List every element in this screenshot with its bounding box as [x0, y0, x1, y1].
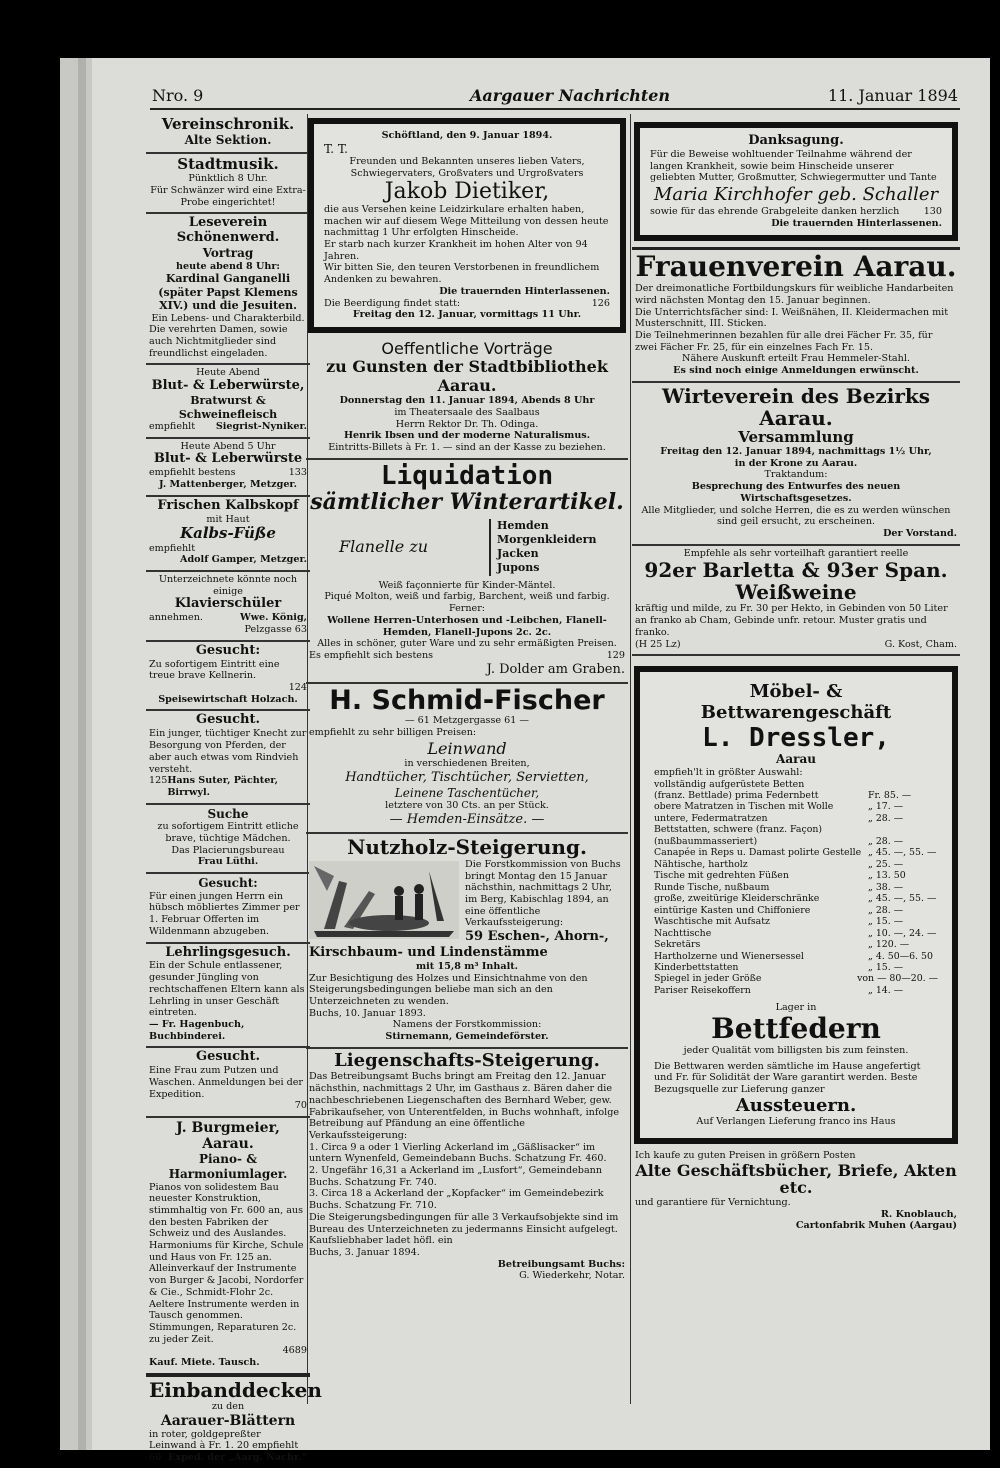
ad-text: Zu sofortigem Eintritt eine treue brave Kellnerin.: [149, 658, 280, 682]
ad-signature: Die trauernden Hinterlassenen.: [771, 217, 942, 229]
ad-text: Die Unterrichtsfächer sind: I. Weißnähen, II. Kleidermachen mit Musterschnitt, III. Sticken.: [635, 306, 949, 330]
ad-text: annehmen.: [149, 612, 203, 624]
ad-title: Gesucht.: [195, 1049, 261, 1065]
ad-title: Lehrlingsgesuch.: [165, 944, 291, 960]
list-item: 2. Ungefähr 16,31 a Ackerland im „Lusfort“, Gemeindebann Buchs. Schatzung Fr. 740.: [309, 1165, 603, 1188]
ad-title: Kalbs-Füße: [180, 524, 276, 543]
ad-text: kräftig und milde, zu Fr. 30 per Hekto, in Gebinden von 50 Liter an franko ab Cham, Gebinde unfr. retour. Muster gratis und franko.: [635, 603, 948, 638]
ad-schmid-fischer: [306, 684, 628, 834]
ad-gesucht-4: [146, 1048, 310, 1118]
list-item: Hemden: [497, 518, 549, 532]
ad-text: Für einen jungen Herrn ein hübsch möbliertes Zimmer per 1. Februar Offerten im Wildenmann abzugeben.: [149, 890, 300, 937]
ad-text: Lager in: [775, 1002, 817, 1014]
price-row: [654, 870, 938, 881]
ad-signature: Siegrist-Nyniker.: [215, 420, 307, 432]
ad-text: Für die Beweise wohltuender Teilnahme während der langen Krankheit, sowie beim Hinscheide unserer geliebten Mutter, Großmutter, Schwiegermutter und Tante: [650, 148, 937, 184]
price-list: [654, 779, 938, 997]
ad-text: Flanelle zu: [339, 537, 429, 557]
ad-text: 59 Eschen-, Ahorn-, Kirschbaum- und Lindenstämme: [309, 929, 609, 960]
ad-text: Leinene Taschentücher,: [394, 785, 540, 800]
price-value: „ 4. 50—6. 50: [868, 950, 933, 962]
ad-signature: R. Knoblauch,: [880, 1208, 957, 1220]
ad-signature: Wwe. König,: [239, 612, 307, 624]
ad-title: 92er Barletta & 93er Span. Weißweine: [644, 558, 948, 605]
price-label: Pariser Reisekoffern: [654, 984, 751, 996]
ad-text: Die verehrten Damen, sowie auch Nichtmitglieder sind freundlichst eingeladen.: [149, 324, 288, 359]
ad-text: Der dreimonatliche Fortbildungskurs für weibliche Handarbeiten wird nächsten Montag den 15. Januar beginnen.: [635, 283, 954, 306]
ad-lehrling: [146, 944, 310, 1049]
ad-title: Bratwurst & Schweinefleisch: [178, 394, 278, 421]
ad-vereinschronik: [146, 114, 310, 154]
column-middle: [306, 114, 628, 1404]
ad-text: Er starb nach kurzer Krankheit im hohen Alter von 94 Jahren.: [324, 239, 588, 262]
ad-text: Nähere Auskunft erteilt Frau Hemmeler-Stahl.: [682, 353, 910, 365]
ad-text: Unterzeichnete könnte noch einige: [158, 573, 298, 597]
ad-title: J. Burgmeier, Aarau.: [176, 1120, 280, 1153]
ad-frauenverein: [632, 247, 960, 382]
ad-text: Freitag den 12. Januar 1894, nachmittags 1½ Uhr,: [660, 446, 932, 458]
ad-text: Die Teilnehmerinnen bezahlen für alle drei Fächer Fr. 35, für zwei Fächer Fr. 25, für ein einzelnes Fach Fr. 15.: [635, 330, 933, 353]
ad-number: 126: [591, 297, 610, 309]
price-value: [868, 779, 938, 790]
price-label: (nußbaummasseriert): [654, 835, 758, 847]
ad-blutwurst-1: [146, 365, 310, 438]
price-row: [654, 973, 938, 984]
price-label: Bettstatten, schwere (franz. Façon): [654, 824, 823, 836]
ad-footer: Kauf. Miete. Tausch.: [149, 1357, 260, 1369]
list-item: 3. Circa 18 a Ackerland der „Kopfacker“ im Gemeindebezirk Buchs. Schatzung Fr. 710.: [309, 1188, 604, 1212]
price-value: „ 28. —: [868, 835, 904, 847]
ad-text: Besprechung des Entwurfes des neuen Wirtschaftsgesetzes.: [691, 481, 901, 504]
ad-text: Ferner:: [448, 603, 486, 615]
price-value: „ 28. —: [868, 812, 904, 824]
list-item: 1. Circa 9 a oder 1 Vierling Ackerland im „Gäßlisacker“ im untern Wynenfeld, Gemeindebann Buchs. Schatzung Fr. 460.: [309, 1141, 607, 1165]
ad-text: zu den: [211, 1400, 245, 1412]
ad-text: Es empfiehlt sich bestens: [309, 649, 434, 661]
ad-title: Maria Kirchhofer geb. Schaller: [653, 184, 939, 206]
ad-text: Buchs, 3. Januar 1894.: [309, 1246, 420, 1258]
price-row: [654, 790, 938, 801]
issue-date: 11. Januar 1894: [827, 86, 958, 105]
ad-number: 129: [606, 649, 625, 661]
ad-title: Gesucht:: [198, 876, 258, 891]
ad-text: jeder Qualität vom billigsten bis zum feinsten.: [683, 1044, 909, 1056]
ad-text: Zur Besichtigung des Holzes und Einsichtnahme von den Steigerungsbedingungen beliebe man sich an den Unterzeichneten zu wenden.: [309, 972, 588, 1007]
ad-text: Das Betreibungsamt Buchs bringt am Freitag den 12. Januar nächsthin, nachmittags 2 Uhr, im Gasthaus z. Bären daher die nachbeschriebenen Liegenschaften des Bernhard Weber, gew. Fabrikaufseher, von Unterentfelden, in Buchs wohnhaft, infolge Betreibung auf Pfändung an eine öffentliche Verkaufssteigerung:: [309, 1071, 620, 1141]
ad-title: Suche: [207, 806, 249, 821]
price-row: [654, 916, 938, 927]
ad-title: Blut- & Leberwürste,: [151, 378, 305, 394]
ad-klavier: [146, 572, 310, 642]
price-label: große, zweitürige Kleiderschränke: [654, 893, 820, 905]
ad-title: Wirteverein des Bezirks Aarau.: [661, 383, 931, 430]
price-label: untere, Federmatratzen: [654, 812, 768, 824]
price-label: vollständig aufgerüstete Betten: [654, 778, 805, 790]
ad-text: Heute Abend: [196, 367, 260, 379]
ad-wein: [632, 546, 960, 657]
price-row: [654, 893, 938, 904]
ad-text: empfieh'lt in größter Auswahl:: [654, 766, 803, 778]
ad-text: (H 25 Lz): [635, 638, 681, 650]
ad-title: Bettfedern: [711, 1012, 881, 1046]
ad-text: Handtücher, Tischtücher, Servietten,: [345, 769, 589, 785]
ad-text: — Hemden-Einsätze. —: [389, 812, 545, 828]
ad-signature: Adolf Gamper, Metzger.: [180, 554, 307, 566]
ad-title: Einbanddecken: [149, 1377, 322, 1402]
ad-signature: Exped. der „Aarg. Nachr.“: [168, 1452, 307, 1463]
ad-text: Die Steigerungsbedingungen für alle 3 Verkaufsobjekte sind im Bureau des Unterzeichneten zu jedermanns Einsicht aufgelegt.: [309, 1211, 619, 1235]
ad-text: in verschiedenen Breiten,: [404, 758, 530, 770]
ad-title: Möbel- & Bettwarengeschäft: [700, 681, 892, 723]
price-row: [654, 859, 938, 870]
ad-number: 124: [288, 682, 307, 694]
ad-text: Herrn Rektor Dr. Th. Odinga.: [395, 418, 539, 430]
ad-title: L. Dressler,: [702, 722, 890, 753]
ad-gesucht-2: [146, 711, 310, 804]
ad-text: empfiehlt zu sehr billigen Preisen:: [309, 726, 477, 738]
ad-text: Buchs, 10. Januar 1893.: [309, 1007, 426, 1019]
ad-stadtmusik: [146, 154, 310, 214]
paper-edge: [78, 58, 86, 1450]
price-label: Waschtische mit Aufsatz: [654, 916, 770, 928]
price-row: [654, 985, 938, 996]
ad-title: Aussteuern.: [735, 1094, 857, 1116]
ad-text: Namens der Forstkommission:: [392, 1019, 542, 1031]
ad-title: Liegenschafts-Steigerung.: [334, 1049, 600, 1071]
ad-title: Oeffentliche Vorträge: [381, 338, 553, 358]
ad-text: Ein der Schule entlassener, gesunder Jüngling von rechtschaffenen Eltern kann als Lehrling in unser Geschäft eintreten.: [149, 960, 305, 1019]
price-row: [654, 962, 938, 973]
price-value: „ 45. —, 55. —: [868, 893, 937, 905]
ad-title: sämtlicher Winterartikel.: [310, 489, 624, 516]
ad-number: 4689: [282, 1345, 307, 1357]
ad-text: Für Schwänzer wird eine Extra-Probe eingerichtet!: [150, 184, 306, 208]
ad-gesucht-1: [146, 642, 310, 712]
ad-vortraege: [306, 337, 628, 460]
price-value: „ 15. —: [868, 916, 904, 928]
ad-text: Das Placierungsbureau: [171, 844, 285, 856]
ad-text: — 61 Metzgergasse 61 —: [404, 715, 529, 727]
ad-signature: J. Mattenberger, Metzger.: [159, 478, 297, 490]
ad-text: empfiehlt: [149, 420, 196, 432]
ad-number: 133: [288, 467, 307, 479]
ad-text: letztere von 30 Cts. an per Stück.: [385, 800, 549, 812]
ad-text: Kardinal Ganganelli (später Papst Klemens XIV.) und die Jesuiten.: [158, 272, 298, 313]
ad-text: Wir bitten Sie, den teuren Verstorbenen in freundlichem Andenken zu bewahren.: [324, 262, 600, 286]
price-row: [654, 813, 938, 824]
ad-text: Henrik Ibsen und der moderne Naturalismus.: [343, 430, 591, 442]
ad-text: Empfehle als sehr vorteilhaft garantiert reelle: [683, 547, 909, 559]
ad-text: Alles in schöner, guter Ware und zu sehr ermäßigten Preisen.: [317, 638, 617, 650]
ad-einbanddecken: [146, 1377, 322, 1468]
price-value: „ 15. —: [868, 962, 904, 974]
ad-title: Frauenverein Aarau.: [635, 250, 957, 284]
ad-number: 125: [149, 775, 168, 787]
ad-text: Eintritts-Billets à Fr. 1. — sind an der Kasse zu beziehen.: [328, 442, 606, 454]
ad-text: Donnerstag den 11. Januar 1894, Abends 8 Uhr: [339, 395, 595, 407]
ad-signature: Die trauernden Hinterlassenen.: [439, 285, 610, 297]
ad-title: Aarauer-Blättern: [160, 1412, 296, 1429]
ad-kalbskopf: [146, 497, 310, 572]
ad-text: und garantiere für Vernichtung.: [635, 1197, 791, 1209]
ad-title: Nutzholz-Steigerung.: [347, 834, 587, 859]
ad-death-notice: [308, 118, 626, 333]
price-row: [654, 847, 938, 858]
ad-text: sowie für das ehrende Grabgeleite danken herzlich: [650, 206, 900, 217]
ad-title: Stadtmusik.: [177, 154, 279, 173]
ad-text: Piqué Molton, weiß und farbig, Barchent, weiß und farbig.: [324, 591, 610, 603]
ad-text: Traktandum:: [764, 469, 828, 481]
ad-blutwurst-2: [146, 439, 310, 497]
price-label: eintürige Kasten und Chiffoniere: [654, 904, 811, 916]
section-title: Vereinschronik.: [161, 115, 295, 133]
ad-text: Pianos von solidestem Bau neuester Konstruktion, stimmhaltig von Fr. 600 an, aus den besten Fabriken der Schweiz und des Auslandes. Harmoniums für Kirche, Schule und Haus von Fr. 125 an. Alleinverkauf der Instrumente von Burger & Jacobi, Nordorfer & Cie., Schmidt-Flohr 2c. Aeltere Instrumente werden in Tausch genommen. Stimmungen, Reparaturen 2c. zu jeder Zeit.: [149, 1181, 304, 1345]
ad-text: im Theatersaale des Saalbaus: [394, 406, 540, 418]
price-label: (franz. Bettlade) prima Federnbett: [654, 789, 819, 801]
ad-text: Die Bettwaren werden sämtliche im Hause angefertigt und Fr. für Solidität der Ware garantirt werden. Beste Bezugsquelle zur Lieferung ganzer: [654, 1060, 921, 1096]
price-row: [654, 939, 938, 950]
price-label: Canapée in Reps u. Damast polirte Gestelle: [654, 847, 862, 859]
ad-text: Freitag den 12. Januar, vormittags 11 Uhr.: [352, 309, 582, 321]
price-row: [654, 836, 938, 847]
price-value: [868, 824, 938, 835]
ad-title: Jakob Dietiker,: [384, 178, 550, 204]
price-value: Fr. 85. —: [868, 789, 912, 801]
ad-signature: Frau Lüthi.: [197, 856, 259, 868]
ad-liquidation: [306, 460, 628, 684]
ad-suche: [146, 805, 310, 874]
price-value: „ 10. —, 24. —: [868, 927, 937, 939]
ad-text: mit 15,8 m³ Inhalt.: [415, 960, 519, 972]
ad-gesucht-3: [146, 874, 310, 943]
price-label: Spiegel in jeder Größe: [654, 973, 762, 985]
ad-text: T. T.: [324, 141, 348, 156]
list-item: Morgenkleidern: [497, 532, 597, 546]
ad-text: Schöftland, den 9. Januar 1894.: [381, 130, 553, 141]
price-value: „ 38. —: [868, 881, 904, 893]
woodcut-illustration: [309, 861, 459, 939]
ad-title: Frischen Kalbskopf: [157, 497, 299, 513]
ad-signature: — Fr. Hagenbuch, Buchbinderei.: [149, 1018, 245, 1042]
price-label: obere Matratzen in Tischen mit Wolle: [654, 801, 834, 813]
price-value: „ 28. —: [868, 904, 904, 916]
ad-title: Liquidation: [380, 460, 554, 491]
price-row: [654, 824, 938, 835]
price-row: [654, 801, 938, 812]
price-row: [654, 882, 938, 893]
ad-title: Danksagung.: [748, 133, 844, 148]
ad-text: Auf Verlangen Lieferung franco ins Haus: [696, 1116, 896, 1128]
price-value: „ 25. —: [868, 858, 904, 870]
ad-text: Alle Mitglieder, und solche Herren, die es zu werden wünschen sind geil ersucht, zu erscheinen.: [641, 504, 951, 528]
price-label: Nähtische, hartholz: [654, 858, 748, 870]
ad-title: Leseverein Schönenwerd.: [176, 215, 280, 246]
issue-number: Nro. 9: [152, 86, 204, 105]
price-label: Hartholzerne und Wienersessel: [654, 950, 804, 962]
price-value: „ 13. 50: [868, 870, 906, 882]
ad-text: die aus Versehen keine Leidzirkulare erhalten haben, machen wir auf diesem Wege Mitteilung von dessen heute nachmittag 1 Uhr erfolgten Hinscheide.: [324, 203, 609, 239]
list-item: Jacken: [497, 547, 539, 561]
ad-text: Heute Abend 5 Uhr: [180, 440, 276, 452]
ad-text: Wollene Herren-Unterhosen und -Leibchen, Flanell-Hemden, Flanell-Jupons 2c. 2c.: [327, 614, 607, 638]
price-value: „ 17. —: [868, 801, 904, 813]
ad-text: heute abend 8 Uhr:: [176, 260, 280, 272]
ad-title: Gesucht:: [195, 642, 261, 658]
ad-moebel-dressler: [634, 666, 958, 1144]
ad-text: Ein Lebens- und Charakterbild.: [151, 312, 305, 324]
ad-title: zu Gunsten der Stadtbibliothek Aarau.: [326, 357, 608, 395]
price-value: von — 80—20. —: [857, 973, 938, 985]
ad-text: empfiehlt bestens: [149, 467, 236, 479]
ad-text: Aarau: [776, 752, 816, 767]
page-header: [150, 84, 960, 110]
price-row: [654, 951, 938, 962]
price-value: „ 120. —: [868, 939, 910, 951]
ad-signature: Stirnemann, Gemeindeförster.: [385, 1031, 549, 1043]
ad-number: 70: [294, 1100, 307, 1112]
list-item: Jupons: [497, 561, 540, 575]
price-label: Runde Tische, nußbaum: [654, 881, 770, 893]
ad-text: in roter, goldgepreßter Leinwand à Fr. 1. 20 empfiehlt: [149, 1428, 299, 1452]
ad-text: Die Forstkommission von Buchs bringt Montag den 15 Januar nächsthin, nachmittags 2 Uhr, im Berg, Kabischlag 1894, an eine öffentliche Verkaufssteigerung:: [465, 858, 621, 929]
ad-signature: Hans Suter, Pächter, Birrwyl.: [167, 775, 279, 798]
ad-signature: G. Wiederkehr, Notar.: [519, 1270, 625, 1282]
ad-title: Gesucht.: [195, 712, 261, 728]
ad-title: Leinwand: [427, 738, 507, 758]
ad-nutzholz: [306, 834, 628, 1049]
ad-text: empfiehlt: [149, 542, 196, 554]
ad-text: Freunden und Bekannten unseres lieben Vaters, Schwiegervaters, Großvaters und Urgroßvaters: [349, 156, 585, 180]
ad-signature: Cartonfabrik Muhen (Aargau): [795, 1220, 957, 1232]
ad-text: Die Beerdigung findet statt:: [324, 297, 461, 309]
column-rule: [630, 114, 631, 1404]
subsection-title: Alte Sektion.: [184, 133, 272, 148]
price-label: Sekretärs: [654, 939, 701, 951]
price-label: Nachttische: [654, 927, 712, 939]
ad-text: Ein junger, tüchtiger Knecht zur Besorgung von Pferden, der aber auch etwas vom Rindvieh versteht.: [149, 728, 307, 775]
price-row: [654, 905, 938, 916]
ad-burgmeier: [146, 1118, 310, 1377]
ad-leseverein: [146, 214, 310, 365]
ad-text: in der Krone zu Aarau.: [734, 457, 858, 469]
ad-text: mit Haut: [206, 513, 250, 525]
column-right: [632, 114, 960, 1404]
ad-number: 130: [923, 206, 942, 217]
ad-text: Pünktlich 8 Uhr.: [188, 173, 268, 185]
ad-title: Blut- & Leberwürste: [153, 451, 303, 467]
ad-text: Eine Frau zum Putzen und Waschen. Anmeldungen bei der Expedition.: [149, 1065, 304, 1100]
ad-text: Weiß façonnierte für Kinder-Mäntel.: [378, 579, 556, 591]
ad-title: Alte Geschäftsbücher, Briefe, Akten etc.: [635, 1160, 957, 1198]
ad-signature: J. Dolder am Graben.: [486, 661, 625, 677]
ad-text: Ich kaufe zu guten Preisen in größern Posten: [635, 1150, 856, 1162]
ad-title: H. Schmid-Fischer: [329, 684, 605, 716]
ad-subtitle: Piano- & Harmoniumlager.: [168, 1152, 288, 1181]
ad-subtitle: Versammlung: [738, 427, 854, 446]
ad-liegenschaft: [306, 1049, 628, 1286]
ad-signature: Speisewirtschaft Holzach.: [158, 693, 298, 705]
price-row: [654, 928, 938, 939]
ad-signature: G. Kost, Cham.: [884, 638, 957, 650]
ad-title: Klavierschüler: [174, 596, 282, 612]
masthead: Aargauer Nachrichten: [470, 86, 671, 105]
price-label: Kinderbettstatten: [654, 962, 739, 974]
ad-address: Pelzgasse 63: [244, 624, 307, 636]
ad-signature: Betreibungsamt Buchs:: [497, 1258, 625, 1270]
ad-wirteverein: [632, 383, 960, 546]
ad-subtitle: Vortrag: [202, 246, 254, 261]
price-value: „ 14. —: [868, 984, 904, 996]
price-row: [654, 779, 938, 790]
ad-danksagung: [634, 122, 958, 241]
ad-signature: Der Vorstand.: [883, 528, 957, 539]
paper-edge: [60, 58, 94, 1450]
ad-text: Es sind noch einige Anmeldungen erwünscht.: [673, 365, 919, 377]
price-label: Tische mit gedrehten Füßen: [654, 870, 789, 882]
price-value: „ 45. —, 55. —: [868, 847, 937, 859]
ad-knoblauch: [632, 1148, 960, 1236]
ad-text: zu sofortigem Eintritt etliche brave, tüchtige Mädchen.: [157, 821, 299, 844]
ad-text: Kaufsliebhaber ladet höfl. ein: [309, 1235, 453, 1247]
ad-number: 60: [149, 1452, 162, 1463]
column-left: [146, 114, 322, 1463]
